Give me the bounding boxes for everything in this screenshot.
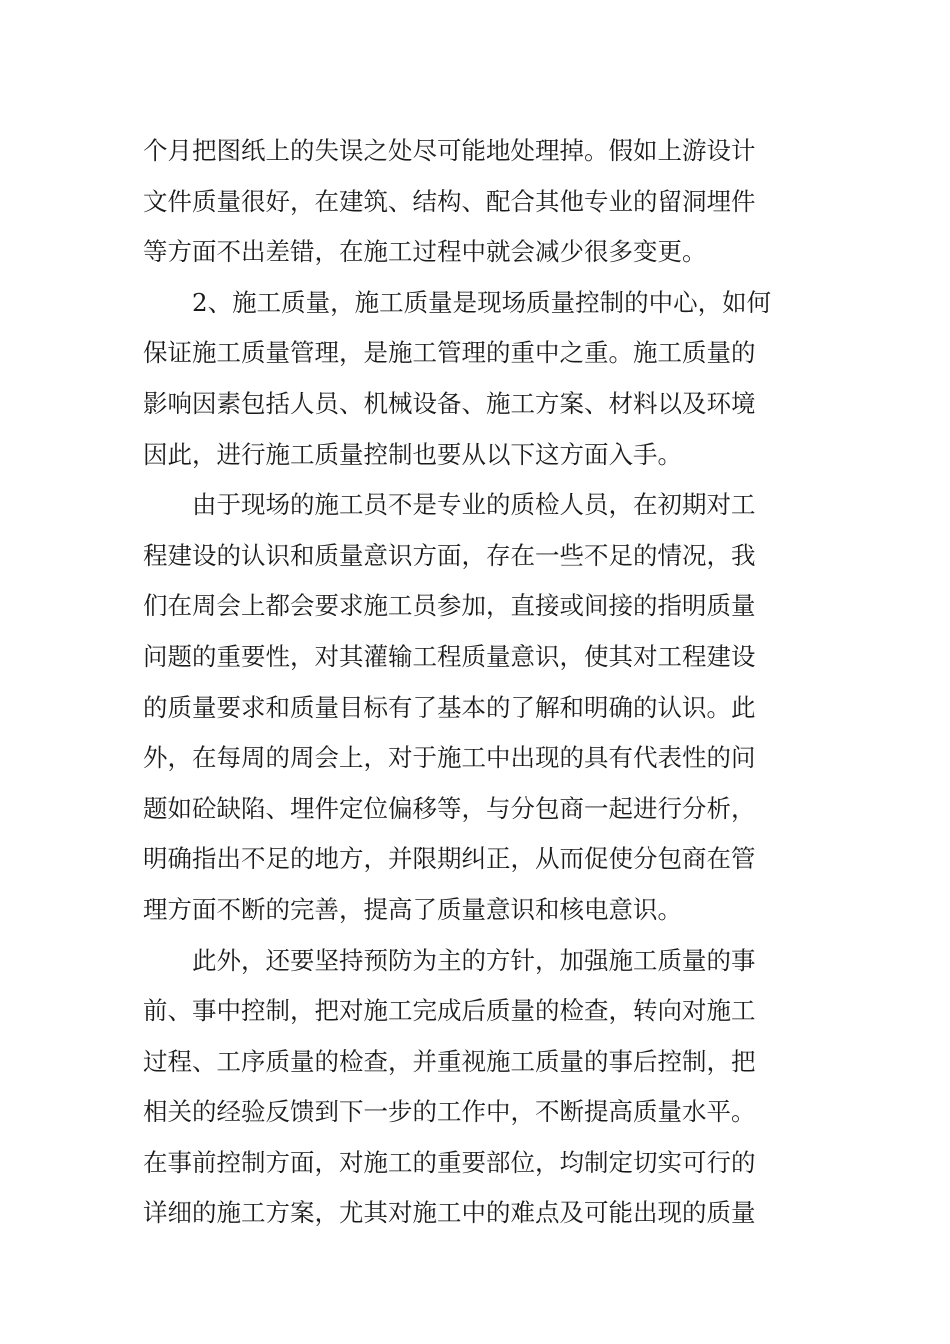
text-line: 详细的施工方案，尤其对施工中的难点及可能出现的质量 [143, 1198, 756, 1228]
text-line: 们在周会上都会要求施工员参加，直接或间接的指明质量 [143, 591, 756, 621]
text-line: 理方面不断的完善，提高了质量意识和核电意识。 [143, 894, 682, 924]
text-line: 的质量要求和质量目标有了基本的了解和明确的认识。此 [143, 692, 756, 722]
text-line: 过程、工序质量的检查，并重视施工质量的事后控制，把 [143, 1046, 756, 1076]
text-line: 程建设的认识和质量意识方面，存在一些不足的情况，我 [143, 540, 756, 570]
paragraph-first-line: 由于现场的施工员不是专业的质检人员，在初期对工 [192, 490, 756, 520]
text-line: 在事前控制方面，对施工的重要部位，均制定切实可行的 [143, 1147, 756, 1177]
text-line: 文件质量很好，在建筑、结构、配合其他专业的留洞埋件 [143, 186, 756, 216]
text-line: 明确指出不足的地方，并限期纠正，从而促使分包商在管 [143, 844, 756, 874]
text-line: 因此，进行施工质量控制也要从以下这方面入手。 [143, 439, 682, 469]
paragraph-first-line: 此外，还要坚持预防为主的方针，加强施工质量的事 [192, 945, 756, 975]
text-line: 影响因素包括人员、机械设备、施工方案、材料以及环境 [143, 388, 756, 418]
text-line: 前、事中控制，把对施工完成后质量的检查，转向对施工 [143, 996, 756, 1026]
paragraph-first-line: 2、施工质量，施工质量是现场质量控制的中心，如何 [192, 287, 772, 317]
text-line: 问题的重要性，对其灌输工程质量意识，使其对工程建设 [143, 641, 756, 671]
text-line: 个月把图纸上的失误之处尽可能地处理掉。假如上游设计 [143, 136, 756, 165]
text-line: 相关的经验反馈到下一步的工作中，不断提高质量水平。 [143, 1097, 756, 1127]
text-line: 等方面不出差错，在施工过程中就会减少很多变更。 [143, 237, 707, 267]
text-line: 保证施工质量管理，是施工管理的重中之重。施工质量的 [143, 338, 756, 368]
text-line: 外，在每周的周会上，对于施工中出现的具有代表性的问 [143, 743, 756, 773]
body-text [143, 126, 813, 1239]
text-line: 题如砼缺陷、埋件定位偏移等，与分包商一起进行分析， [143, 793, 756, 823]
